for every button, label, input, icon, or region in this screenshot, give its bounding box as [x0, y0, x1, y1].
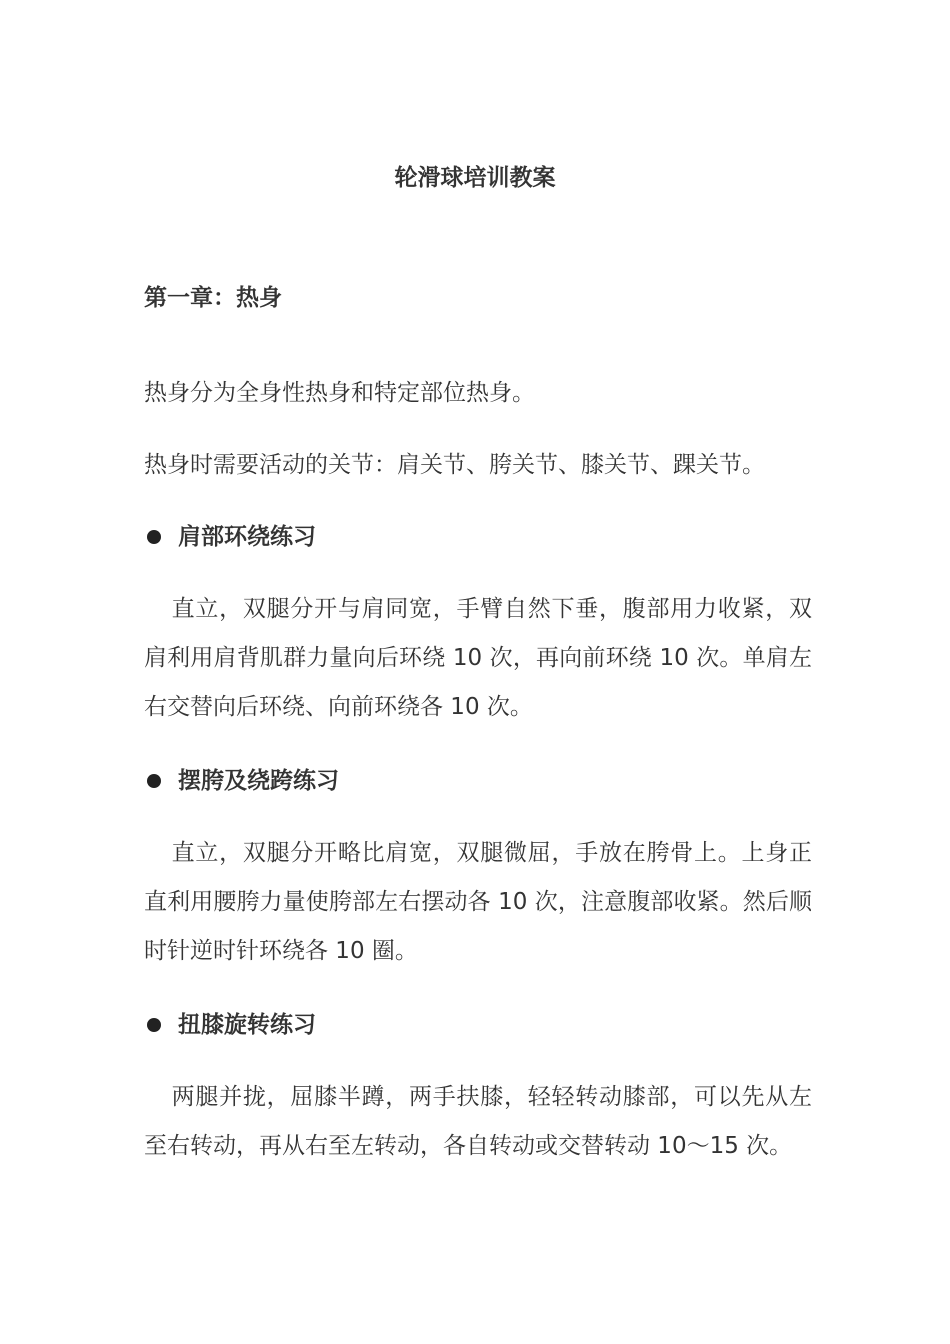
- document-title: 轮滑球培训教案: [394, 165, 556, 191]
- exercise-heading-shoulder: [144, 519, 316, 555]
- bullet-icon: [147, 774, 161, 788]
- exercise-text-shoulder: 直立，双腿分开与肩同宽，手臂自然下垂，腹部用力收紧，双肩利用肩背肌群力量向后环绕 10 次，再向前环绕 10 次。单肩左右交替向后环绕、向前环绕各 10 次。: [144, 596, 812, 720]
- exercise-heading-label: 摆胯及绕跨练习: [178, 768, 339, 794]
- chapter-heading: 第一章：热身: [144, 285, 282, 311]
- bullet-icon: [147, 530, 161, 544]
- exercise-heading-label: 扭膝旋转练习: [178, 1012, 316, 1038]
- bullet-icon: [147, 1018, 161, 1032]
- exercise-heading-hip: [144, 763, 339, 799]
- exercise-heading-knee: [144, 1007, 316, 1043]
- joints-paragraph: 热身时需要活动的关节：肩关节、胯关节、膝关节、踝关节。: [144, 452, 765, 478]
- exercise-text-knee: 两腿并拢，屈膝半蹲，两手扶膝，轻轻转动膝部，可以先从左至右转动，再从右至左转动，各自转动或交替转动 10～15 次。: [144, 1084, 812, 1159]
- intro-paragraph: 热身分为全身性热身和特定部位热身。: [144, 380, 535, 406]
- exercise-heading-label: 肩部环绕练习: [178, 524, 316, 550]
- exercise-text-hip: 直立，双腿分开略比肩宽，双腿微屈，手放在胯骨上。上身正直利用腰胯力量使胯部左右摆动各 10 次，注意腹部收紧。然后顺时针逆时针环绕各 10 圈。: [144, 840, 812, 964]
